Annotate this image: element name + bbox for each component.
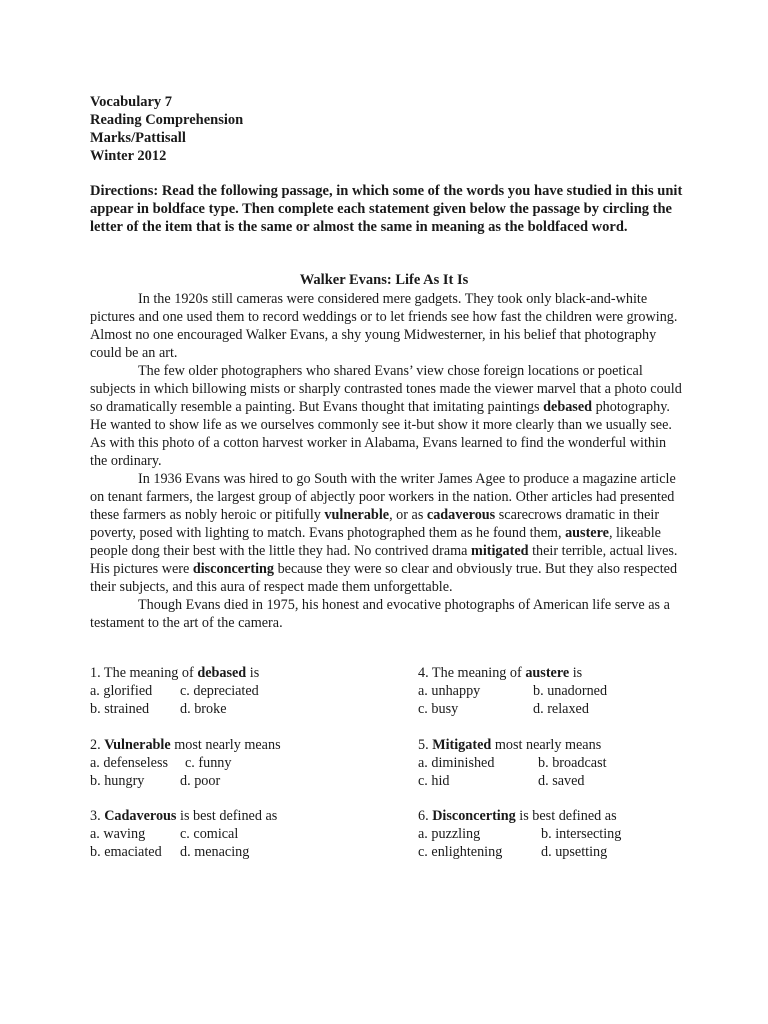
- choice-b[interactable]: b. strained: [90, 701, 150, 717]
- vocab-word: mitigated: [471, 543, 529, 559]
- question-2: [90, 736, 390, 790]
- passage-paragraph-1: In the 1920s still cameras were considered mere gadgets. They took only black-and-white pictures and one used them to record weddings or to let friends see how fast the children were growing. Almost no one encouraged Walker Evans, a shy young Midwesterner, in his belief that photography could be an art.: [90, 291, 678, 361]
- header-term: Winter 2012: [90, 148, 167, 164]
- question-1: [90, 664, 390, 718]
- passage: [90, 290, 686, 632]
- choice-d[interactable]: d. relaxed: [533, 701, 589, 717]
- directions: Directions: Read the following passage, in which some of the words you have studied in this unit appear in boldface type. Then complete each statement given below the passage by circling the letter of the item that is the same or almost the same in meaning as the boldfaced word.: [90, 183, 683, 235]
- vocab-word: austere: [565, 525, 609, 541]
- question-stem: most nearly means: [170, 737, 281, 753]
- choice-a[interactable]: a. diminished: [418, 755, 495, 771]
- question-word: Mitigated: [432, 737, 492, 753]
- header-subject: Reading Comprehension: [90, 112, 244, 128]
- question-5: [418, 736, 718, 790]
- question-3: [90, 807, 390, 861]
- question-stem: most nearly means: [491, 737, 602, 753]
- question-stem: 4. The meaning of: [418, 665, 526, 681]
- choice-a[interactable]: a. glorified: [90, 683, 153, 699]
- choice-d[interactable]: d. poor: [180, 773, 221, 789]
- question-word: Cadaverous: [104, 808, 177, 824]
- passage-paragraph-3: [90, 470, 686, 596]
- question-stem: is best defined as: [515, 808, 617, 824]
- passage-title: Walker Evans: Life As It Is: [299, 272, 469, 288]
- passage-text: In 1936 Evans was hired to go South with the writer James Agee to produce a magazine article on tenant farmers, the largest group of abjectly poor workers in the nation. Other articles had presented these farmers as nobly heroic or pitifully: [90, 471, 676, 523]
- document-header: [90, 93, 243, 165]
- passage-paragraph-2: [90, 362, 686, 470]
- question-word: Disconcerting: [432, 808, 516, 824]
- choice-c[interactable]: c. hid: [418, 773, 450, 789]
- vocab-word: disconcerting: [192, 561, 275, 577]
- question-stem: 6.: [418, 808, 433, 824]
- question-4: [418, 664, 718, 718]
- question-stem: 1. The meaning of: [90, 665, 198, 681]
- passage-text: their terrible, actual lives. His pictures were: [90, 543, 678, 577]
- passage-text: , or as: [389, 507, 427, 523]
- choice-b[interactable]: b. unadorned: [533, 683, 608, 699]
- choice-c[interactable]: c. funny: [185, 755, 232, 771]
- choice-a[interactable]: a. defenseless: [90, 755, 168, 771]
- question-stem: is best defined as: [176, 808, 278, 824]
- vocab-word: vulnerable: [324, 507, 390, 523]
- choice-a[interactable]: a. waving: [90, 826, 146, 842]
- choice-c[interactable]: c. depreciated: [180, 683, 259, 699]
- question-stem: 5.: [418, 737, 433, 753]
- choice-d[interactable]: d. upsetting: [541, 844, 608, 860]
- choice-a[interactable]: a. unhappy: [418, 683, 481, 699]
- choice-b[interactable]: b. intersecting: [541, 826, 622, 842]
- header-course: Vocabulary 7: [90, 94, 173, 110]
- passage-text: photography. He wanted to show life as we ourselves commonly see it-but show it more clearly than we usually see. As with this photo of a cotton harvest worker in Alabama, Evans learned to find the wonderful within the ordinary.: [90, 399, 672, 469]
- passage-text: The few older photographers who shared Evans’ view chose foreign locations or poetical subjects in which billowing mists or sharply contrasted tones made the viewer marvel that a photo could so dramatically resemble a painting. But Evans thought that imitating paintings: [90, 363, 682, 415]
- vocab-word: debased: [543, 399, 593, 415]
- passage-text: , likeable people dong their best with the little they had. No contrived drama: [90, 525, 661, 559]
- choice-c[interactable]: c. comical: [180, 826, 239, 842]
- question-6: [418, 807, 718, 861]
- question-word: debased: [197, 665, 247, 681]
- question-stem: is: [246, 665, 260, 681]
- question-word: Vulnerable: [104, 737, 171, 753]
- choice-b[interactable]: b. emaciated: [90, 844, 162, 860]
- passage-paragraph-4: Though Evans died in 1975, his honest and evocative photographs of American life serve as a testament to the art of the camera.: [90, 597, 670, 631]
- choice-c[interactable]: c. busy: [418, 701, 459, 717]
- question-stem: 2.: [90, 737, 105, 753]
- question-stem: is: [569, 665, 583, 681]
- header-teachers: Marks/Pattisall: [90, 130, 186, 146]
- choice-a[interactable]: a. puzzling: [418, 826, 481, 842]
- passage-text: scarecrows dramatic in their poverty, posed with lighting to match. Evans photographed them as he found them,: [90, 507, 660, 541]
- choice-b[interactable]: b. broadcast: [538, 755, 607, 771]
- choice-d[interactable]: d. saved: [538, 773, 585, 789]
- choice-c[interactable]: c. enlightening: [418, 844, 503, 860]
- choice-b[interactable]: b. hungry: [90, 773, 145, 789]
- choice-d[interactable]: d. broke: [180, 701, 227, 717]
- vocab-word: cadaverous: [426, 507, 496, 523]
- passage-text: because they were so clear and obviously true. But they also respected their subjects, and this aura of respect made them unforgettable.: [90, 561, 678, 595]
- question-word: austere: [525, 665, 570, 681]
- question-stem: 3.: [90, 808, 105, 824]
- choice-d[interactable]: d. menacing: [180, 844, 250, 860]
